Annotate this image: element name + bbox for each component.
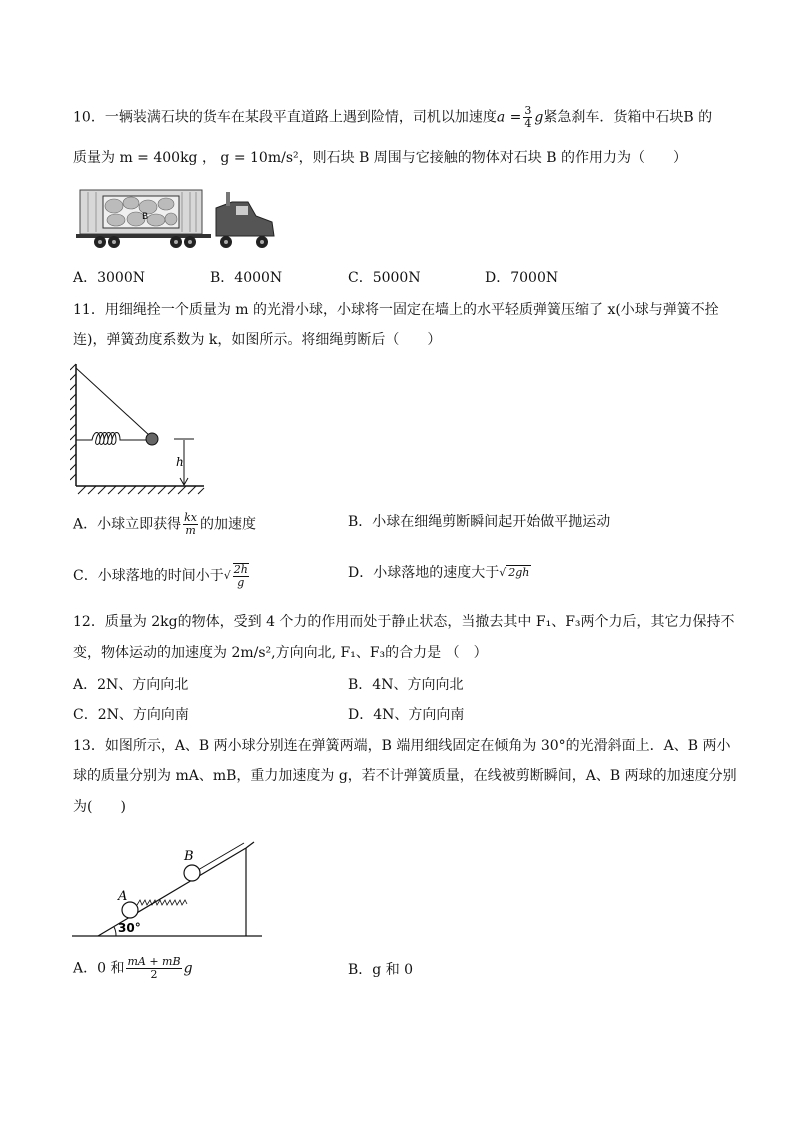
fraction-ma-mb-2: $\frac{mA + mB}{2}$: [127, 955, 181, 981]
q10-line1: 10．一辆装满石块的货车在某段平直道路上遇到险情，司机以加速度a = $\frac{3}{4}$ g紧急刹车．货箱中石块B 的: [73, 104, 713, 130]
q10-option-b: B．4000N: [210, 270, 283, 286]
q11-line1: 11．用细绳拴一个质量为 m 的光滑小球，小球将一固定在墙上的水平轻质弹簧压缩了 x(小球与弹簧不拴: [73, 302, 719, 318]
label-b: B: [184, 849, 194, 864]
q11-option-b: B．小球在细绳剪断瞬间起开始做平抛运动: [348, 514, 611, 530]
sqrt-2gh: √ 2gh: [499, 566, 530, 579]
angle-label: 30°: [118, 921, 141, 935]
sqrt-2h-g: √ $\frac{2h}{g}$: [223, 563, 248, 589]
q12-option-d: D．4N、方向向南: [348, 707, 465, 723]
q13-option-b: B．g 和 0: [348, 962, 414, 978]
q12-option-a: A．2N、方向向北: [73, 677, 189, 693]
q13-line2: 球的质量分别为 mA、mB，重力加速度为 g，若不计弹簧质量，在线被剪断瞬间，A、B 两球的加速度分别: [73, 768, 737, 784]
q10-option-d: D．7000N: [485, 270, 559, 286]
q12-option-b: B．4N、方向向北: [348, 677, 464, 693]
ball: [146, 433, 158, 445]
spring-ab: [137, 900, 187, 905]
q12-line2: 变，物体运动的加速度为 2m/s²,方向向北, F₁、F₃的合力是 （ ）: [73, 645, 488, 661]
q10-line2: 质量为 m = 400kg ， g = 10m/s²，则石块 B 周围与它接触的物体对石块 B 的作用力为（ ）: [73, 150, 687, 166]
q12-line1: 12．质量为 2kg的物体，受到 4 个力的作用而处于静止状态，当撤去其中 F₁、F₃两个力后，其它力保持不: [73, 614, 735, 630]
q11-option-a: A．小球立即获得 $\frac{kx}{m}$ 的加速度: [73, 511, 256, 537]
ball-b: [184, 865, 200, 881]
q10-option-c: C．5000N: [348, 270, 421, 286]
fraction-3-4: $\frac{3}{4}$: [524, 104, 532, 130]
wall-hatch: [70, 364, 76, 480]
ball-a: [122, 902, 138, 918]
q12-option-c: C．2N、方向向南: [73, 707, 189, 723]
q13-line1: 13．如图所示，A、B 两小球分别连在弹簧两端，B 端用细线固定在倾角为 30°的光滑斜面上．A、B 两小: [73, 738, 731, 754]
q11-line2: 连)，弹簧劲度系数为 k，如图所示。将细绳剪断后（ ）: [73, 332, 442, 348]
q11-option-d: D．小球落地的速度大于√ 2gh: [348, 565, 530, 581]
q13-option-a: A．0 和 $\frac{mA + mB}{2}$ g: [73, 955, 193, 981]
label-a: A: [118, 889, 128, 904]
q10-option-a: A．3000N: [73, 270, 145, 286]
spring-ball-figure: [70, 360, 210, 496]
q11-option-c: C．小球落地的时间小于√ $\frac{2h}{g}$: [73, 563, 251, 589]
floor-hatch: [78, 486, 204, 494]
incline-figure: [72, 818, 266, 942]
stone-b-label: B: [142, 212, 149, 222]
thread: [198, 843, 244, 870]
string: [76, 368, 150, 436]
spring: [76, 433, 146, 445]
fraction-kx-m: $\frac{kx}{m}$: [184, 511, 197, 537]
q13-line3: 为( ): [73, 799, 126, 815]
truck-figure: [76, 186, 276, 252]
height-label: h: [176, 455, 184, 469]
